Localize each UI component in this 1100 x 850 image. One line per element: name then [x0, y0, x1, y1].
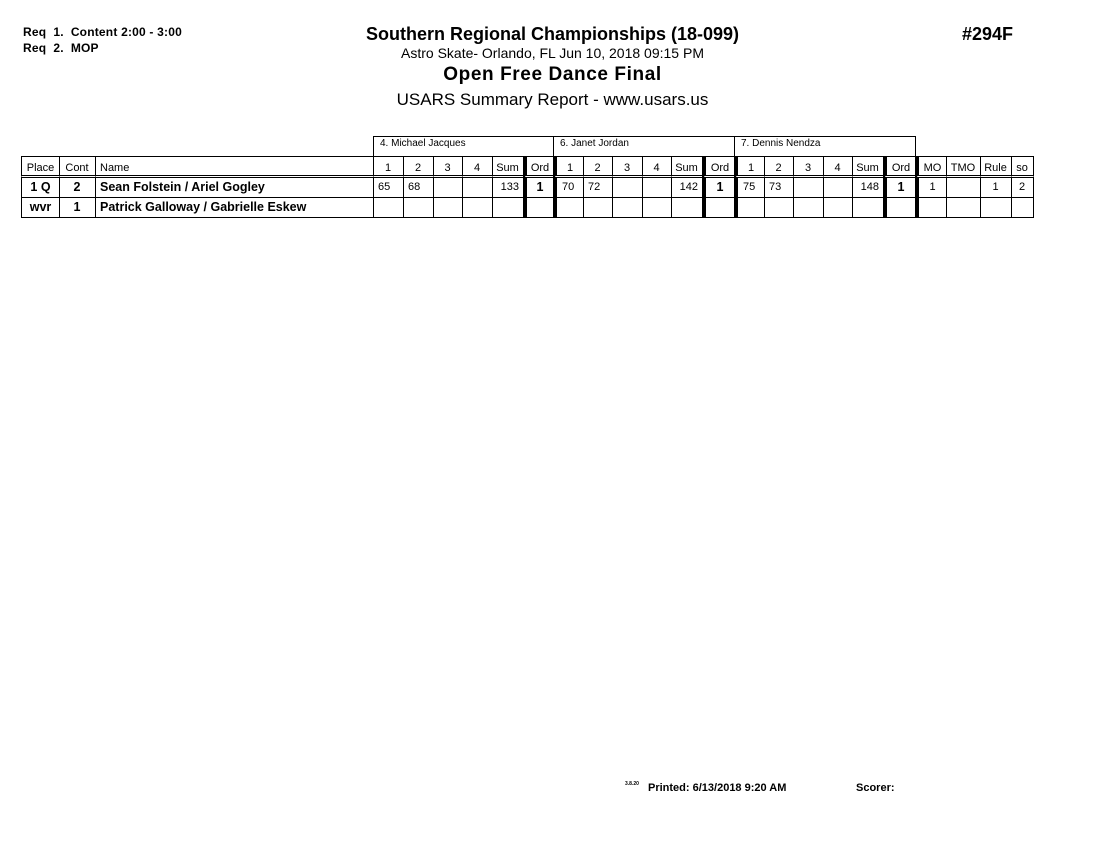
row-1-judge2-sum: 142 [671, 178, 703, 198]
row-1-judge3-s4 [823, 178, 853, 198]
column-header-judge3-s4: 4 [823, 156, 853, 178]
row-1-judge3-sum: 148 [852, 178, 884, 198]
column-header-judge1-s1: 1 [373, 156, 404, 178]
column-header-judge3-s3: 3 [793, 156, 824, 178]
row-2-judge3-s2 [764, 198, 794, 218]
row-2-judge1-s2 [403, 198, 434, 218]
column-header-judge3-sum: Sum [852, 156, 884, 178]
row-1-judge1-s2: 68 [403, 178, 434, 198]
column-header-judge1-ord: Ord [523, 156, 554, 178]
row-1-judge3-s2: 73 [764, 178, 794, 198]
row-2-judge2-ord [702, 198, 735, 218]
row-2-cont: 1 [59, 198, 96, 218]
column-header-judge2-ord: Ord [702, 156, 735, 178]
row-1-name: Sean Folstein / Ariel Gogley [95, 178, 374, 198]
column-header-tmo: TMO [946, 156, 981, 178]
judge-header-2: 6. Janet Jordan [553, 136, 735, 156]
column-header-judge2-s1: 1 [553, 156, 584, 178]
column-header-judge3-ord: Ord [883, 156, 916, 178]
column-header-judge2-s3: 3 [612, 156, 643, 178]
column-header-cont: Cont [59, 156, 96, 178]
row-1-judge2-s1: 70 [553, 178, 584, 198]
row-1-judge2-s3 [612, 178, 643, 198]
row-2-judge1-s3 [433, 198, 463, 218]
row-1-judge1-s3 [433, 178, 463, 198]
column-header-judge2-s2: 2 [583, 156, 613, 178]
row-2-judge3-s3 [793, 198, 824, 218]
scorer-label: Scorer: [856, 782, 895, 794]
printed-timestamp: Printed: 6/13/2018 9:20 AM [648, 782, 787, 794]
column-header-so: so [1011, 156, 1034, 178]
column-header-judge2-s4: 4 [642, 156, 672, 178]
column-header-judge1-s2: 2 [403, 156, 434, 178]
row-1-judge2-s2: 72 [583, 178, 613, 198]
requirement-2: Req 2. MOP [23, 41, 99, 55]
row-2-judge3-ord [883, 198, 916, 218]
row-2-judge1-s4 [462, 198, 493, 218]
column-header-name: Name [95, 156, 374, 178]
row-2-judge2-s4 [642, 198, 672, 218]
judge-header-1: 4. Michael Jacques [373, 136, 554, 156]
column-header-judge3-s1: 1 [734, 156, 765, 178]
row-1-place: 1 Q [21, 178, 60, 198]
column-header-judge1-sum: Sum [492, 156, 524, 178]
row-1-judge1-sum: 133 [492, 178, 524, 198]
row-1-judge3-s3 [793, 178, 824, 198]
row-1-mo: 1 [915, 178, 947, 198]
report-title: USARS Summary Report - www.usars.us [396, 90, 709, 109]
row-2-so [1011, 198, 1034, 218]
row-1-rule: 1 [980, 178, 1012, 198]
row-1-tmo [946, 178, 981, 198]
column-header-judge1-s3: 3 [433, 156, 463, 178]
row-2-judge2-s3 [612, 198, 643, 218]
row-2-tmo [946, 198, 981, 218]
row-2-judge1-ord [523, 198, 554, 218]
requirement-1: Req 1. Content 2:00 - 3:00 [23, 25, 182, 39]
column-header-mo: MO [915, 156, 947, 178]
row-2-judge3-s1 [734, 198, 765, 218]
column-header-judge1-s4: 4 [462, 156, 493, 178]
row-2-mo [915, 198, 947, 218]
row-2-name: Patrick Galloway / Gabrielle Eskew [95, 198, 374, 218]
event-title: Southern Regional Championships (18-099) [365, 24, 740, 44]
row-2-judge1-s1 [373, 198, 404, 218]
row-2-judge2-s2 [583, 198, 613, 218]
row-2-judge3-sum [852, 198, 884, 218]
row-1-so: 2 [1011, 178, 1034, 198]
row-1-judge1-s4 [462, 178, 493, 198]
column-header-judge3-s2: 2 [764, 156, 794, 178]
column-header-rule: Rule [980, 156, 1012, 178]
event-name: Open Free Dance Final [443, 64, 662, 85]
judge-header-3: 7. Dennis Nendza [734, 136, 916, 156]
location-datetime: Astro Skate- Orlando, FL Jun 10, 2018 09:15 PM [401, 45, 704, 61]
row-1-judge3-s1: 75 [734, 178, 765, 198]
column-header-place: Place [21, 156, 60, 178]
row-2-judge3-s4 [823, 198, 853, 218]
row-2-rule [980, 198, 1012, 218]
row-1-judge1-ord: 1 [523, 178, 554, 198]
column-header-judge2-sum: Sum [671, 156, 703, 178]
row-2-judge2-sum [671, 198, 703, 218]
row-2-judge2-s1 [553, 198, 584, 218]
event-code: #294F [962, 24, 1014, 44]
version-label: 3.8.20 [625, 781, 639, 787]
row-1-judge1-s1: 65 [373, 178, 404, 198]
row-2-place: wvr [21, 198, 60, 218]
row-2-judge1-sum [492, 198, 524, 218]
row-1-cont: 2 [59, 178, 96, 198]
row-1-judge2-s4 [642, 178, 672, 198]
row-1-judge2-ord: 1 [702, 178, 735, 198]
row-1-judge3-ord: 1 [883, 178, 916, 198]
